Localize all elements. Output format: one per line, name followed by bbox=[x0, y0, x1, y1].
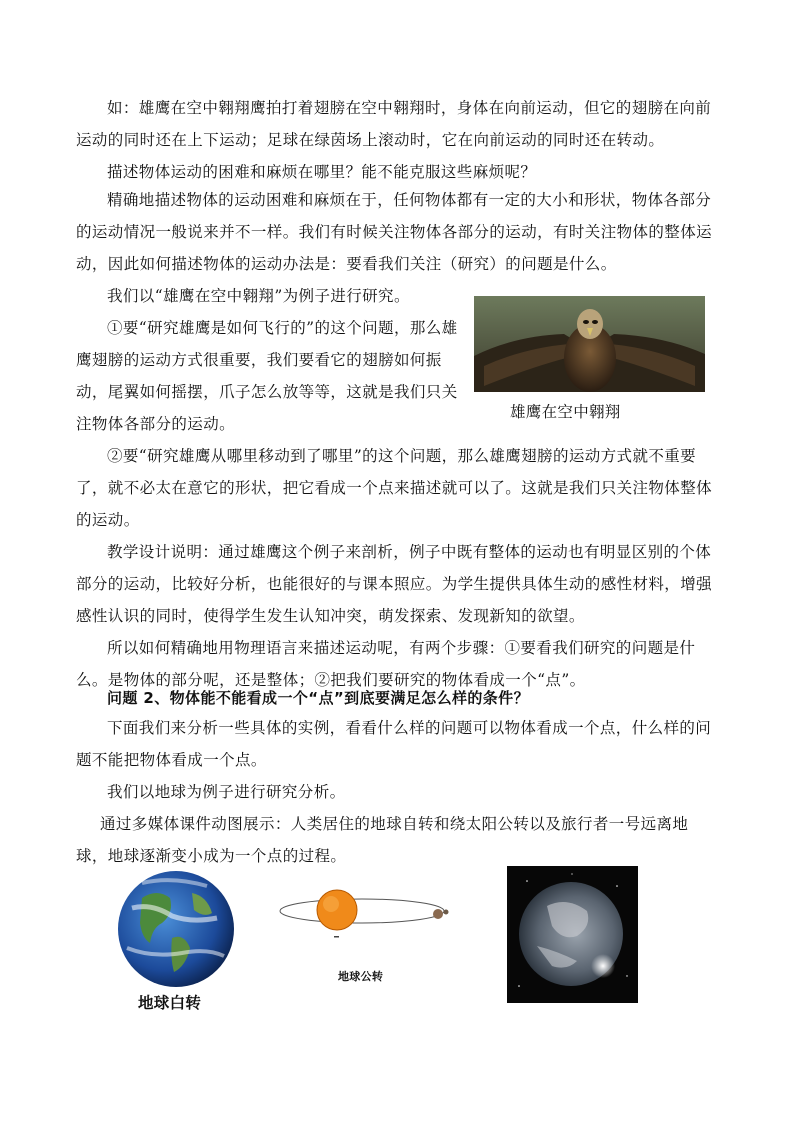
paragraph-eagle-example: 如：雄鹰在空中翱翔鹰拍打着翅膀在空中翱翔时，身体在向前运动，但它的翅膀在向前运动的同时还在上下运动；足球在绿茵场上滚动时，它在向前运动的同时还在转动。 bbox=[76, 99, 712, 149]
paragraph-eagle-part-motion: ①要“研究雄鹰是如何飞行的”的这个问题，那么雄鹰翅膀的运动方式很重要，我们要看它的翅膀如何振动，尾翼如何摇摆，爪子怎么放等等，这就是我们只关注物体各部分的运动。 bbox=[76, 319, 458, 433]
earth-orbit-diagram bbox=[276, 878, 452, 948]
earth-rotation-image bbox=[112, 868, 240, 990]
paragraph-design-note: 教学设计说明：通过雄鹰这个例子来剖析，例子中既有整体的运动也有明显区别的个体部分的运动，比较好分析，也能很好的与课本照应。为学生提供具体生动的感性材料，增强感性认识的同时，使得学生发生认知冲突，萌发探索、发现新知的欲望。 bbox=[76, 543, 713, 625]
paragraph-eagle-intro: 我们以“雄鹰在空中翱翔”为例子进行研究。 bbox=[107, 287, 410, 305]
paragraph-difficulty: 精确地描述物体的运动困难和麻烦在于，任何物体都有一定的大小和形状，物体各部分的运动情况一般说来并不一样。我们有时候关注物体各部分的运动，有时关注物体的整体运动，因此如何描述物体的运动办法是：要看我们关注（研究）的问题是什么。 bbox=[76, 191, 713, 273]
earth-revolution-caption: 地球公转 bbox=[338, 970, 384, 983]
earth-shrinking-image bbox=[507, 866, 638, 1003]
eagle-photo bbox=[474, 296, 705, 392]
paragraph-earth-intro: 我们以地球为例子进行研究分析。 bbox=[107, 783, 346, 801]
paragraph-two-steps: 所以如何精确地用物理语言来描述运动呢，有两个步骤：①要看我们研究的问题是什么。是物体的部分呢，还是整体；②把我们要研究的物体看成一个“点”。 bbox=[76, 639, 696, 689]
paragraph-question: 描述物体运动的困难和麻烦在哪里？能不能克服这些麻烦呢？ bbox=[107, 163, 537, 181]
paragraph-multimedia: 通过多媒体课件动图展示：人类居住的地球自转和绕太阳公转以及旅行者一号远离地球，地球逐渐变小成为一个点的过程。 bbox=[76, 815, 689, 865]
eagle-caption: 雄鹰在空中翱翔 bbox=[510, 403, 621, 421]
question-2-heading: 问题 2、物体能不能看成一个“点”到底要满足怎么样的条件？ bbox=[107, 689, 529, 707]
paragraph-eagle-whole-motion: ②要“研究雄鹰从哪里移动到了哪里”的这个问题，那么雄鹰翅膀的运动方式就不重要了，就不必太在意它的形状，把它看成一个点来描述就可以了。这就是我们只关注物体整体的运动。 bbox=[76, 447, 713, 529]
paragraph-examples: 下面我们来分析一些具体的实例，看看什么样的问题可以物体看成一个点，什么样的问题不能把物体看成一个点。 bbox=[76, 719, 712, 769]
earth-rotation-caption: 地球白转 bbox=[138, 993, 202, 1012]
